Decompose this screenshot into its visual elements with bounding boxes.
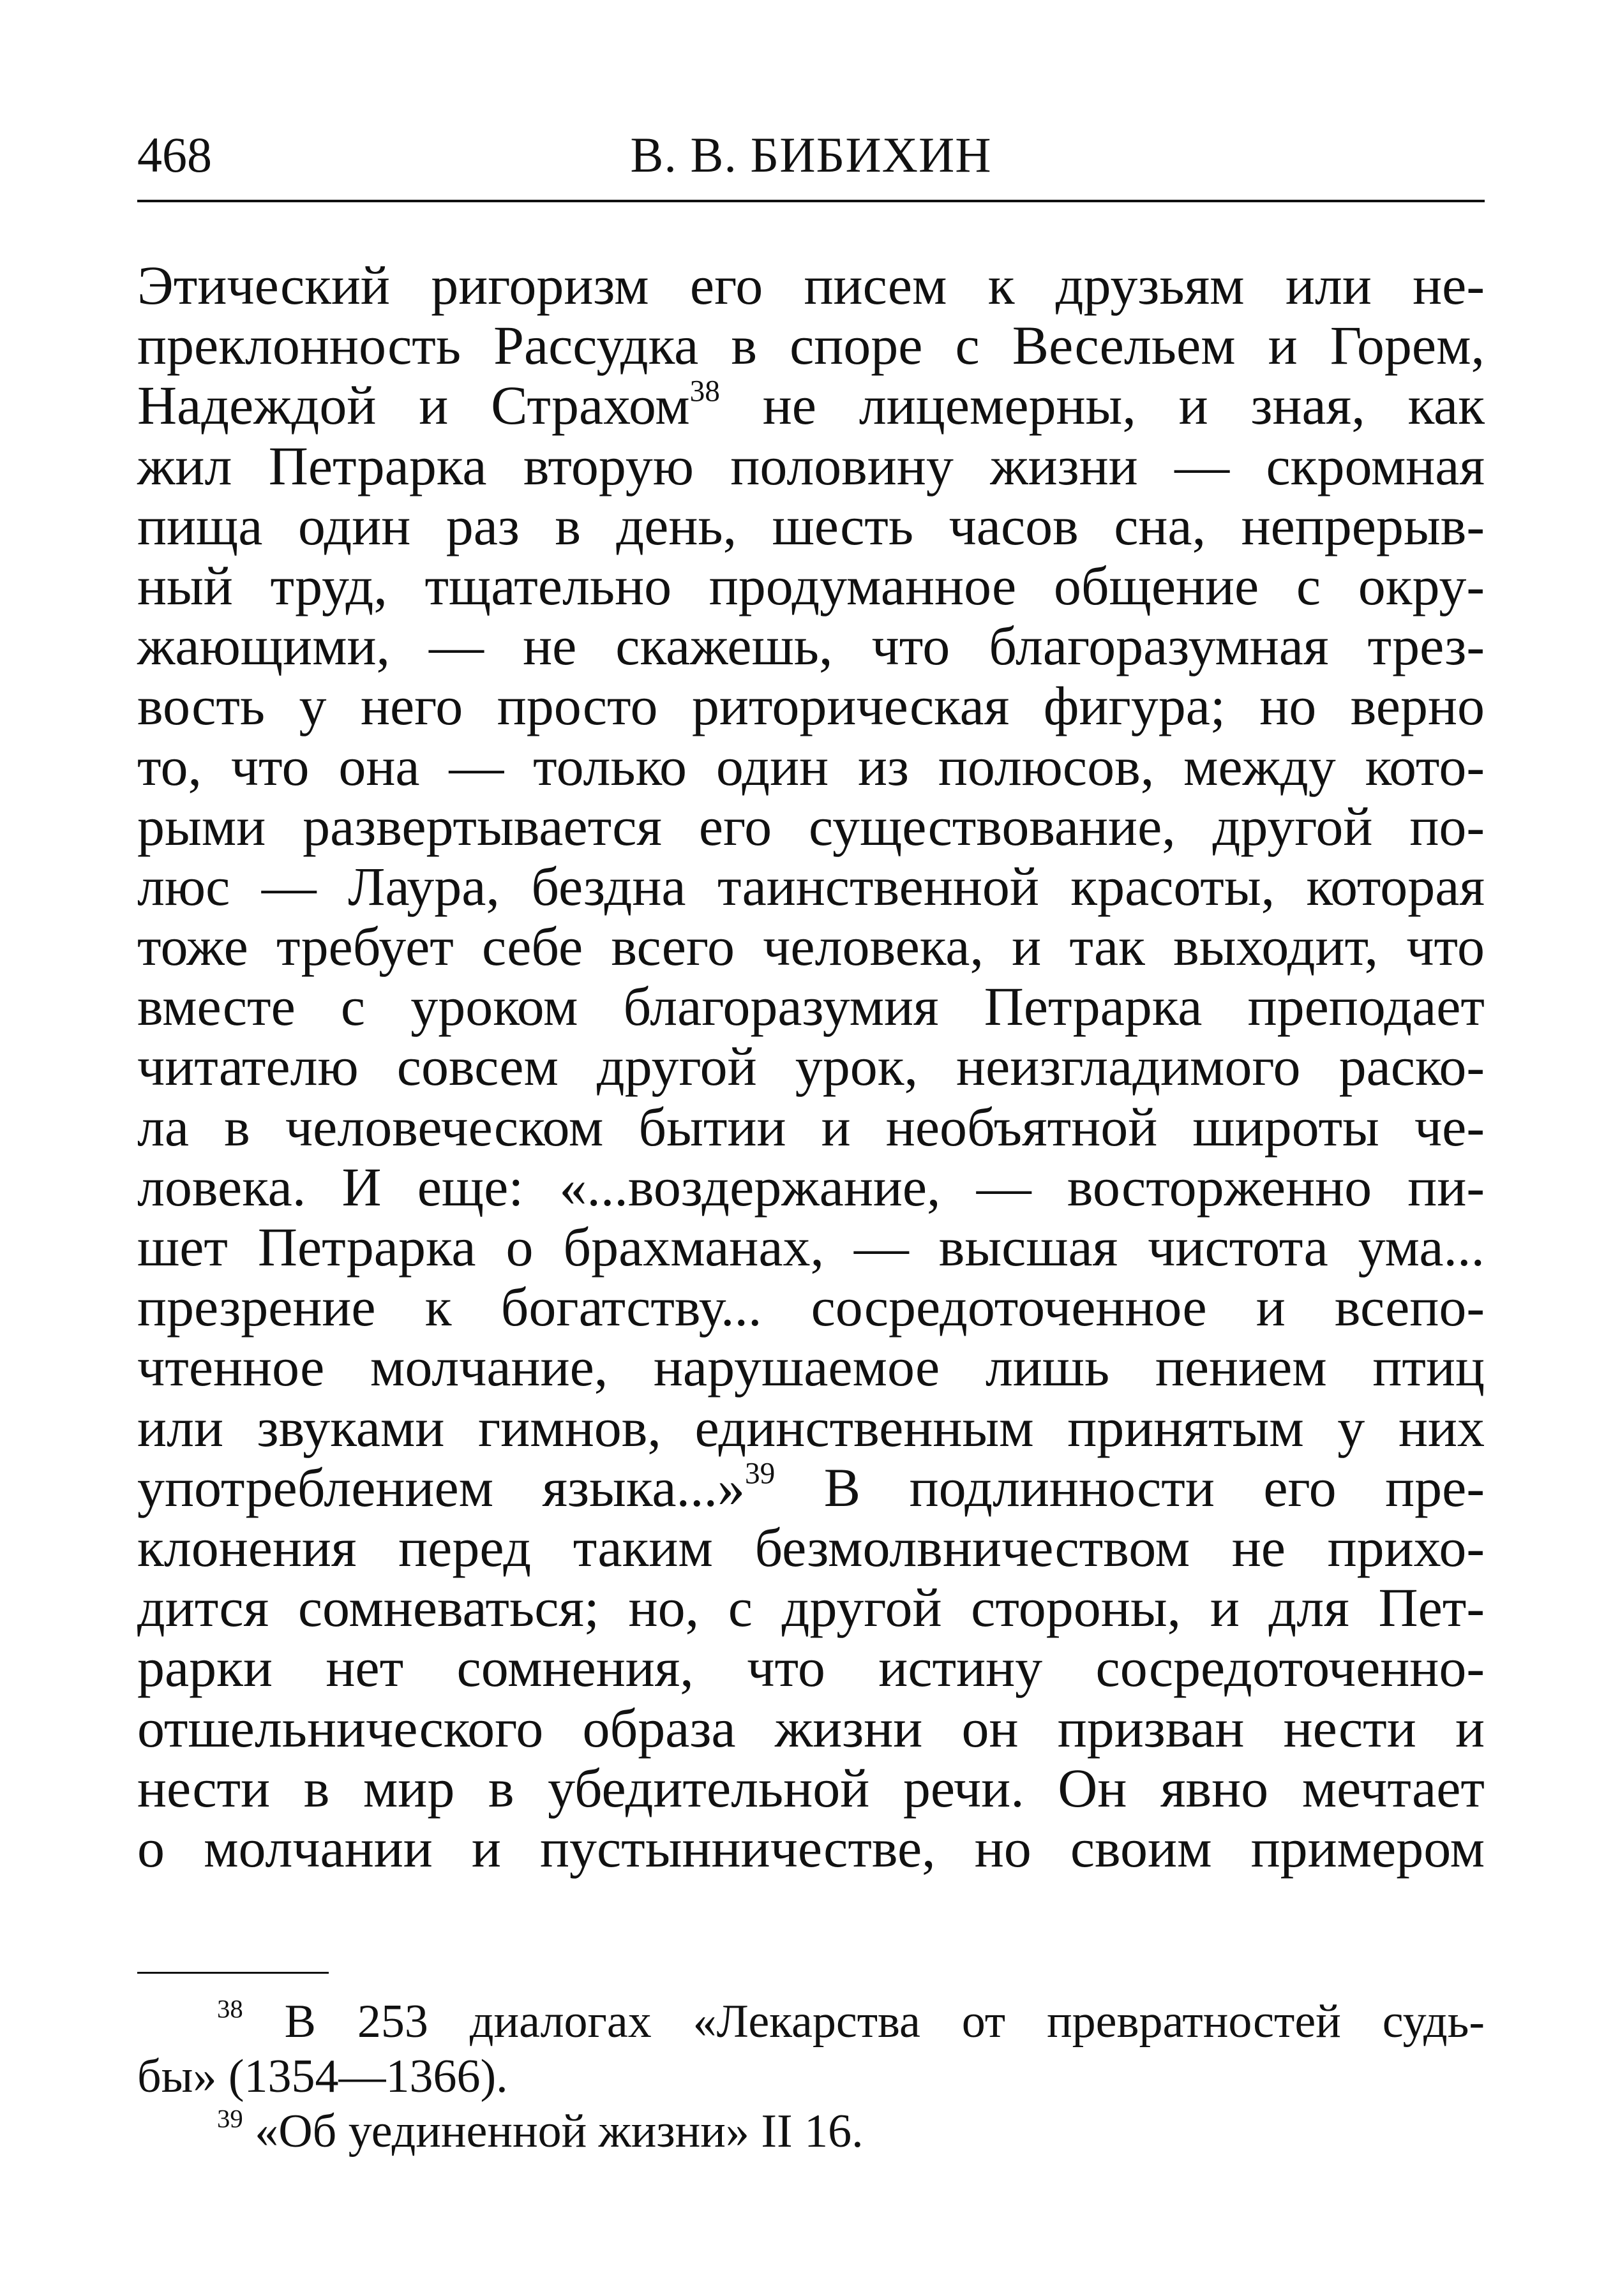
text-fragment: Надеждой и Страхом xyxy=(137,375,690,436)
text-line: о молчании и пустынничестве, но своим примером xyxy=(137,1817,1485,1879)
text-line: ный труд, тщательно продуманное общение с окру- xyxy=(137,555,1485,616)
text-line: тоже требует себе всего человека, и так выходит, что xyxy=(137,916,1485,978)
text-line: презрение к богатству... сосредоточенное и всепо- xyxy=(137,1276,1485,1338)
text-line: жающими, — не скажешь, что благоразумная трез- xyxy=(137,615,1485,677)
running-head: В. В. БИБИХИН xyxy=(630,127,992,183)
text-line: ла в человеческом бытии и необъятной широты че- xyxy=(137,1096,1485,1158)
footnote-ref-38[interactable]: 38 xyxy=(689,375,720,408)
footnote-text: «Об уединенной жизни» II 16. xyxy=(243,2105,864,2158)
text-line xyxy=(137,375,1485,435)
footnote-text: В 253 диалогах «Лекарства от превратностей судь- xyxy=(243,1995,1485,2048)
text-line: нести в мир в убедительной речи. Он явно мечтает xyxy=(137,1757,1485,1819)
footnote-39 xyxy=(137,2104,1485,2159)
text-line: читателю совсем другой урок, неизгладимого раско- xyxy=(137,1036,1485,1098)
page-header xyxy=(137,121,1485,188)
page-number: 468 xyxy=(137,127,212,183)
footnotes xyxy=(137,1994,1485,2159)
text-line: отшельнического образа жизни он призван нести и xyxy=(137,1697,1485,1759)
text-line: пища один раз в день, шесть часов сна, непрерыв- xyxy=(137,495,1485,556)
text-line: рарки нет сомнения, что истину сосредоточенно- xyxy=(137,1637,1485,1699)
footnote-number: 38 xyxy=(217,1994,243,2024)
text-line: то, что она — только один из полюсов, между кото- xyxy=(137,735,1485,797)
text-line: Этический ригоризм его писем к друзьям или не- xyxy=(137,255,1485,316)
text-line: клонения перед таким безмолвничеством не прихо- xyxy=(137,1516,1485,1578)
text-line: дится сомневаться; но, с другой стороны, и для Пет- xyxy=(137,1577,1485,1639)
text-fragment: не лицемерны, и зная, как xyxy=(719,375,1485,436)
text-fragment: употреблением языка...» xyxy=(137,1456,745,1518)
text-line: преклонность Рассудка в споре с Весельем и Горем, xyxy=(137,315,1485,376)
footnote-38 xyxy=(137,1994,1485,2049)
text-line: шет Петрарка о брахманах, — высшая чистота ума... xyxy=(137,1216,1485,1278)
text-line xyxy=(137,1457,1485,1517)
text-line: вместе с уроком благоразумия Петрарка преподает xyxy=(137,976,1485,1038)
text-line: вость у него просто риторическая фигура; но верно xyxy=(137,675,1485,737)
text-line: чтенное молчание, нарушаемое лишь пением птиц xyxy=(137,1336,1485,1398)
text-line: рыми развертывается его существование, другой по- xyxy=(137,795,1485,857)
text-line: или звуками гимнов, единственным принятым у них xyxy=(137,1396,1485,1458)
text-line: люс — Лаура, бездна таинственной красоты, которая xyxy=(137,855,1485,917)
footnote-ref-39[interactable]: 39 xyxy=(745,1457,776,1491)
header-rule xyxy=(137,200,1485,202)
footnote-38-continued: бы» (1354—1366). xyxy=(137,2050,508,2103)
text-fragment: В подлинности его пре- xyxy=(775,1456,1485,1518)
footnote-rule xyxy=(137,1972,329,1974)
text-line: жил Петрарка вторую половину жизни — скромная xyxy=(137,435,1485,496)
footnote-number: 39 xyxy=(217,2104,243,2133)
text-line: ловека. И еще: «...воздержание, — восторженно пи- xyxy=(137,1156,1485,1218)
body-text xyxy=(137,255,1485,1878)
